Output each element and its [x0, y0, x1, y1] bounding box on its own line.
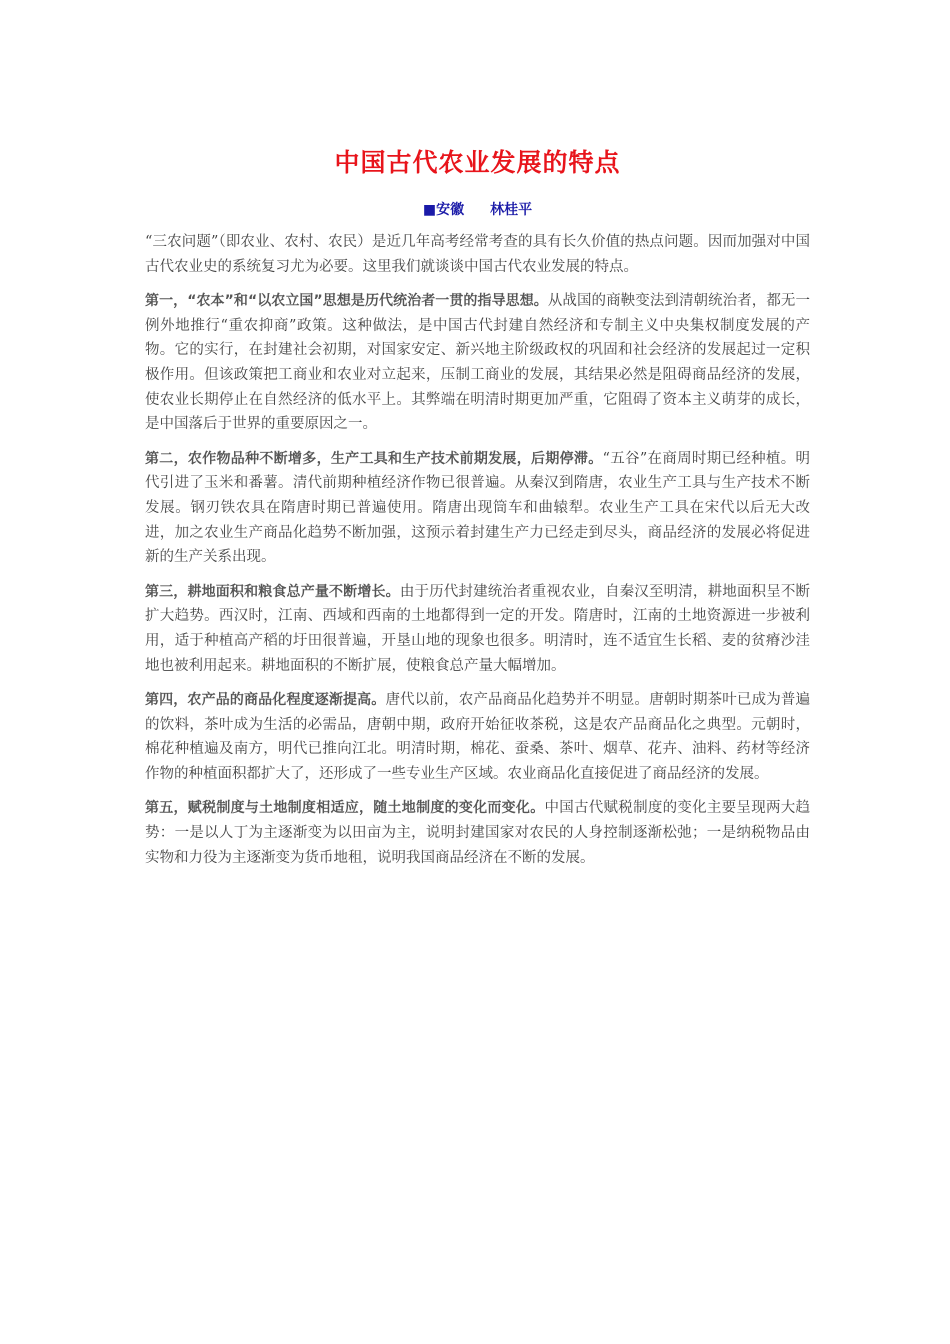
byline	[145, 200, 810, 220]
section-lead: 第五，赋税制度与土地制度相适应，随土地制度的变化而变化。	[145, 800, 545, 817]
section-body: 唐代以前，农产品商品化趋势并不明显。唐朝时期茶叶已成为普遍的饮料，茶叶成为生活的必需品，唐朝中期，政府开始征收茶税，这是农产品商品化之典型。元朝时，棉花种植遍及南方，明代已推向江北。明清时期，棉花、蚕桑、茶叶、烟草、花卉、油料、药材等经济作物的种植面积都扩大了，还形成了一些专业生产区域。农业商品化直接促进了商品经济的发展。	[145, 692, 811, 782]
section-body: 由于历代封建统治者重视农业，自秦汉至明清，耕地面积呈不断扩大趋势。西汉时，江南、西域和西南的土地都得到一定的开发。隋唐时，江南的土地资源进一步被利用，适于种植高产稻的圩田很普遍，开垦山地的现象也很多。明清时，连不适宜生长稻、麦的贫瘠沙洼地也被利用起来。耕地面积的不断扩展，使粮食总产量大幅增加。	[145, 583, 811, 674]
intro-paragraph: “三农问题”（即农业、农村、农民）是近几年高考经常考查的具有长久价值的热点问题。因而加强对中国古代农业史的系统复习尤为必要。这里我们就谈谈中国古代农业发展的特点。	[145, 234, 810, 275]
section-body: 从战国的商鞅变法到清朝统治者，都无一例外地推行“重农抑商”政策。这种做法，是中国古代封建自然经济和专制主义中央集权制度发展的产物。它的实行，在封建社会初期，对国家安定、新兴地主阶级政权的巩固和社会经济的发展起过一定积极作用。但该政策把工商业和农业对立起来，压制工商业的发展，其结果必然是阻碍商品经济的发展，使农业长期停止在自然经济的低水平上。其弊端在明清时期更加严重，它阻碍了资本主义萌芽的成长，是中国落后于世界的重要原因之一。	[145, 293, 810, 433]
section-body: 中国古代赋税制度的变化主要呈现两大趋势：一是以人丁为主逐渐变为以田亩为主，说明封建国家对农民的人身控制逐渐松弛；一是纳税物品由实物和力役为主逐渐变为货币地租，说明我国商品经济在不断的发展。	[145, 800, 811, 866]
section-lead: 第四，农产品的商品化程度逐渐提高。	[145, 692, 386, 709]
section-paragraph-5	[145, 796, 810, 870]
byline-region: 安徽	[436, 202, 465, 218]
section-paragraph-2	[145, 447, 810, 570]
section-lead: 第三，耕地面积和粮食总产量不断增长。	[145, 583, 400, 600]
byline-author: 林桂平	[490, 202, 533, 218]
section-lead: 第二，农作物品种不断增多，生产工具和生产技术前期发展，后期停滞。	[145, 450, 603, 467]
section-paragraph-4	[145, 688, 810, 786]
document-page	[145, 140, 810, 870]
section-body: “五谷”在商周时期已经种植。明代引进了玉米和番薯。清代前期种植经济作物已很普遍。从秦汉到隋唐，农业生产工具与生产技术不断发展。钢刃铁农具在隋唐时期已普遍使用。隋唐出现筒车和曲辕犁。农业生产工具在宋代以后无大改进，加之农业生产商品化趋势不断加强，这预示着封建生产力已经走到尽头，商品经济的发展必将促进新的生产关系出现。	[145, 450, 811, 566]
section-paragraph-3	[145, 580, 810, 678]
section-paragraph-1	[145, 289, 810, 437]
document-title: 中国古代农业发展的特点	[334, 148, 621, 177]
bullet-icon: ■	[422, 202, 437, 218]
section-lead: 第一，“农本”和“以农立国”思想是历代统治者一贯的指导思想。	[145, 293, 548, 310]
